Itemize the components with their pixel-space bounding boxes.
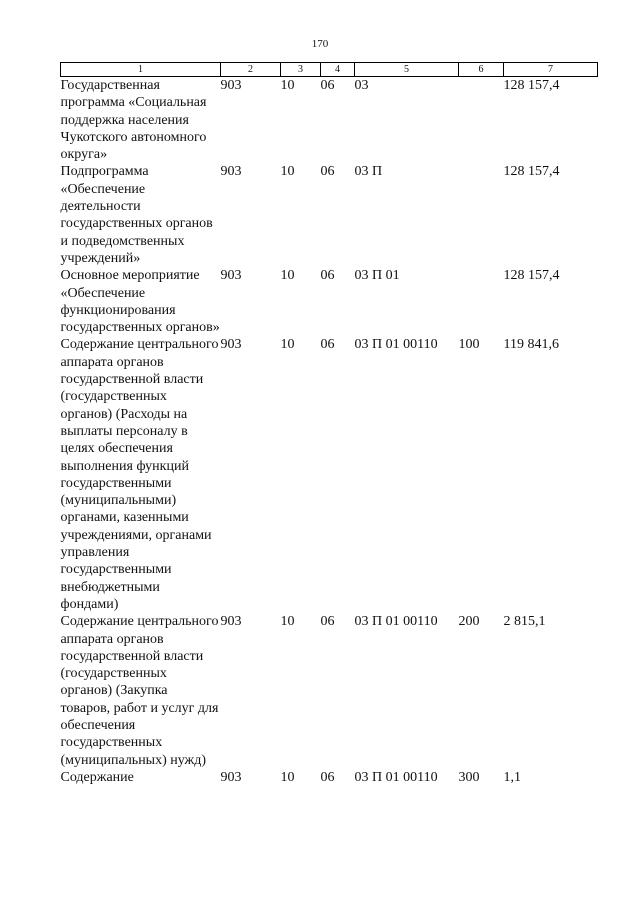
subsection-code: 06 [320, 78, 335, 93]
amount: 119 841,6 [503, 337, 559, 353]
ministry-code: 903 [220, 337, 242, 353]
subsection-code: 06 [320, 769, 335, 785]
column-header-1: 1 [61, 63, 221, 77]
subsection-code: 06 [320, 268, 335, 284]
table-row [61, 613, 598, 769]
target-item-code: 03 [354, 78, 369, 93]
ministry-code: 903 [220, 614, 242, 630]
budget-table [60, 62, 598, 786]
column-header-3: 3 [281, 63, 321, 77]
amount: 128 157,4 [503, 164, 560, 180]
expense-type-code [459, 267, 504, 336]
expense-name: Государственная программа «Социальная поддержка населения Чукотского автономного округа» [60, 78, 207, 163]
table-row [61, 267, 598, 336]
expense-type-code [459, 163, 504, 267]
target-item-code: 03 П [354, 164, 383, 180]
section-code: 10 [280, 337, 295, 353]
table-header [61, 63, 598, 77]
expense-name: Основное мероприятие «Обеспечение функционирования государственных органов» [60, 268, 220, 336]
column-header-4: 4 [321, 63, 355, 77]
column-header-5: 5 [355, 63, 459, 77]
section-code: 10 [280, 78, 295, 93]
ministry-code: 903 [220, 268, 242, 284]
expense-type-code: 100 [458, 337, 480, 353]
expense-name: Содержание центрального аппарата органов государственной власти (государственных органов) (Закупка товаров, работ и услуг для обеспечения государственных (муниципальных) нужд) [60, 614, 219, 768]
expense-name: Подпрограмма «Обеспечение деятельности государственных органов и подведомственных учреждений» [60, 164, 213, 266]
amount: 1,1 [503, 769, 521, 785]
target-item-code: 03 П 01 00110 [354, 337, 438, 353]
subsection-code: 06 [320, 164, 335, 180]
section-code: 10 [280, 164, 295, 180]
ministry-code: 903 [220, 164, 242, 180]
section-code: 10 [280, 614, 295, 630]
table-row [61, 336, 598, 613]
subsection-code: 06 [320, 337, 335, 353]
table-body [61, 77, 598, 787]
table-row [61, 769, 598, 786]
amount: 128 157,4 [503, 268, 560, 284]
target-item-code: 03 П 01 00110 [354, 769, 438, 785]
table-row [61, 163, 598, 267]
amount: 2 815,1 [503, 614, 546, 630]
column-header-7: 7 [504, 63, 598, 77]
expense-type-code: 300 [458, 769, 480, 785]
target-item-code: 03 П 01 [354, 268, 400, 284]
ministry-code: 903 [220, 769, 242, 785]
page-number: 170 [311, 38, 329, 50]
ministry-code: 903 [220, 78, 242, 93]
column-header-6: 6 [459, 63, 504, 77]
expense-name: Содержание [60, 769, 134, 785]
amount: 128 157,4 [503, 78, 560, 93]
section-code: 10 [280, 268, 295, 284]
table-row [61, 77, 598, 164]
section-code: 10 [280, 769, 295, 785]
column-header-2: 2 [221, 63, 281, 77]
expense-name: Содержание центрального аппарата органов государственной власти (государственных органов) (Расходы на выплаты персоналу в целях обеспечения выполнения функций государственными (муниципальными) органами, казенными учреждениями, органами управления государственными внебюджетными фондами) [60, 337, 219, 612]
header-row [61, 63, 598, 77]
expense-type-code: 200 [458, 614, 480, 630]
target-item-code: 03 П 01 00110 [354, 614, 438, 630]
subsection-code: 06 [320, 614, 335, 630]
expense-type-code [459, 77, 504, 164]
